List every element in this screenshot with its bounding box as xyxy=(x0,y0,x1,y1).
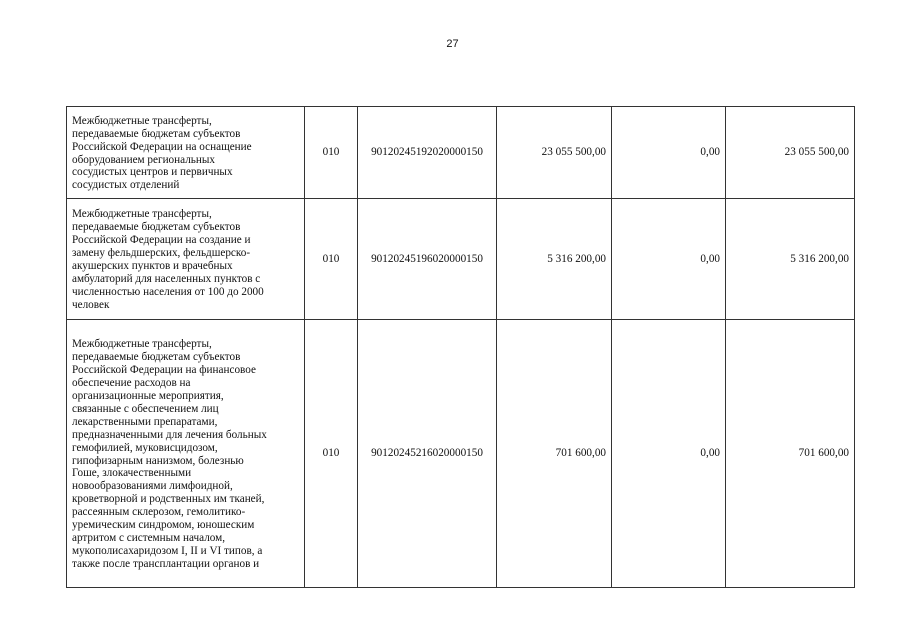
row-code: 010 xyxy=(305,320,358,588)
page-number: 27 xyxy=(446,38,459,50)
row-value-3: 701 600,00 xyxy=(726,320,855,588)
row-description-cell xyxy=(67,107,305,199)
row-code: 010 xyxy=(305,199,358,320)
row-value-2: 0,00 xyxy=(612,107,726,199)
row-value-1: 5 316 200,00 xyxy=(497,199,612,320)
row-code: 010 xyxy=(305,107,358,199)
table-row xyxy=(67,107,855,199)
row-description: Межбюджетные трансферты, передаваемые бюджетам субъектов Российской Федерации на создание и замену фельдшерских, фельдшерско- акушерских пунктов и врачебных амбулаторий для населенных пунктов с численностью населения от 100 до 2000 человек xyxy=(72,208,264,311)
row-value-2: 0,00 xyxy=(612,320,726,588)
table-row xyxy=(67,199,855,320)
row-kbk: 90120245216020000150 xyxy=(358,320,497,588)
row-kbk: 90120245192020000150 xyxy=(358,107,497,199)
row-description-cell xyxy=(67,199,305,320)
row-value-2: 0,00 xyxy=(612,199,726,320)
row-description-cell xyxy=(67,320,305,588)
row-kbk: 90120245196020000150 xyxy=(358,199,497,320)
row-description: Межбюджетные трансферты, передаваемые бюджетам субъектов Российской Федерации на финансовое обеспечение расходов на организационные мероприятия, связанные с обеспечением лиц лекарственными препаратами, предназначенными для лечения больных гемофилией, муковисцидозом, гипофизарным нанизмом, болезнью Гоше, злокачественными новообразованиями лимфоидной, кроветворной и родственных им тканей, рассеянным склерозом, гемолитико- уремическим синдромом, юношеским артритом с системным началом, мукополисахаридозом I, II и VI типов, а также после трансплантации органов и xyxy=(72,338,267,570)
row-value-1: 23 055 500,00 xyxy=(497,107,612,199)
row-value-1: 701 600,00 xyxy=(497,320,612,588)
table-row xyxy=(67,320,855,588)
row-value-3: 5 316 200,00 xyxy=(726,199,855,320)
row-description: Межбюджетные трансферты, передаваемые бюджетам субъектов Российской Федерации на оснащение оборудованием региональных сосудистых центров и первичных сосудистых отделений xyxy=(72,114,252,192)
budget-table xyxy=(66,106,855,588)
row-value-3: 23 055 500,00 xyxy=(726,107,855,199)
